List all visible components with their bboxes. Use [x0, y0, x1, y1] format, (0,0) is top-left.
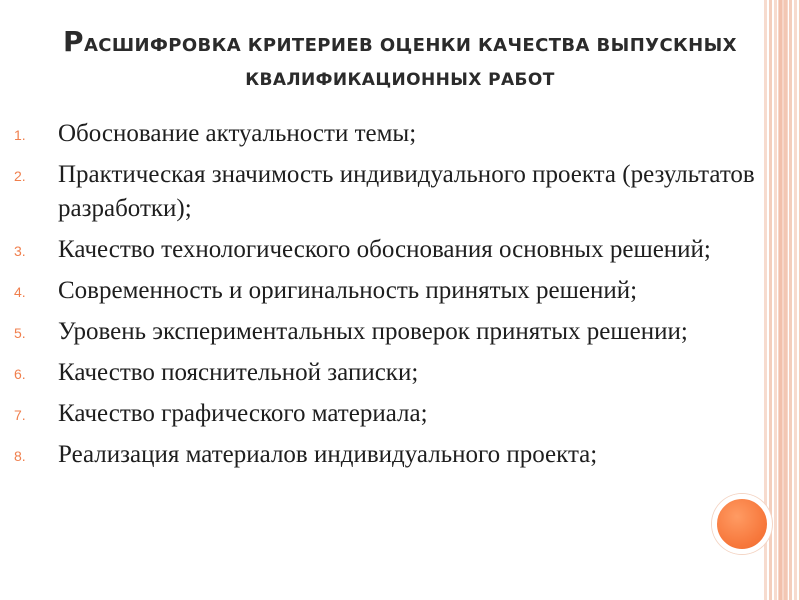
item-text: Реализация материалов индивидуального проекта;	[58, 441, 598, 468]
item-number: 3.	[14, 243, 26, 259]
slide-title-line-1	[0, 25, 800, 58]
item-text: Практическая значимость индивидуального проекта (результатов разработки);	[58, 161, 755, 222]
criteria-item-7	[14, 397, 784, 431]
criteria-item-3	[14, 233, 784, 267]
item-number: 2.	[14, 168, 26, 184]
slide-title-line-2: КВАЛИФИКАЦИОННЫХ РАБОТ	[245, 70, 555, 90]
criteria-item-4	[14, 274, 784, 308]
title-initial-letter: Р	[63, 25, 84, 58]
item-number: 8.	[14, 448, 26, 464]
item-text: Современность и оригинальность принятых решений;	[58, 277, 638, 304]
item-text: Обоснование актуальности темы;	[58, 120, 417, 147]
item-text: Уровень экспериментальных проверок принятых решении;	[58, 318, 688, 345]
item-number: 4.	[14, 284, 26, 300]
item-number: 6.	[14, 366, 26, 382]
decorative-circle	[712, 494, 772, 554]
criteria-item-6	[14, 356, 784, 390]
criteria-item-8	[14, 438, 784, 472]
criteria-list	[14, 117, 784, 479]
title-line-1-text: АСШИФРОВКА КРИТЕРИЕВ ОЦЕНКИ КАЧЕСТВА ВЫПУСКНЫХ	[83, 35, 737, 56]
criteria-item-5	[14, 315, 784, 349]
item-text: Качество пояснительной записки;	[58, 359, 419, 386]
criteria-item-2	[14, 158, 784, 226]
item-number: 5.	[14, 325, 26, 341]
item-text: Качество технологического обоснования основных решений;	[58, 236, 711, 263]
item-text: Качество графического материала;	[58, 400, 428, 427]
criteria-item-1	[14, 117, 784, 151]
item-number: 7.	[14, 407, 26, 423]
item-number: 1.	[14, 127, 26, 143]
slide-title	[0, 25, 800, 90]
